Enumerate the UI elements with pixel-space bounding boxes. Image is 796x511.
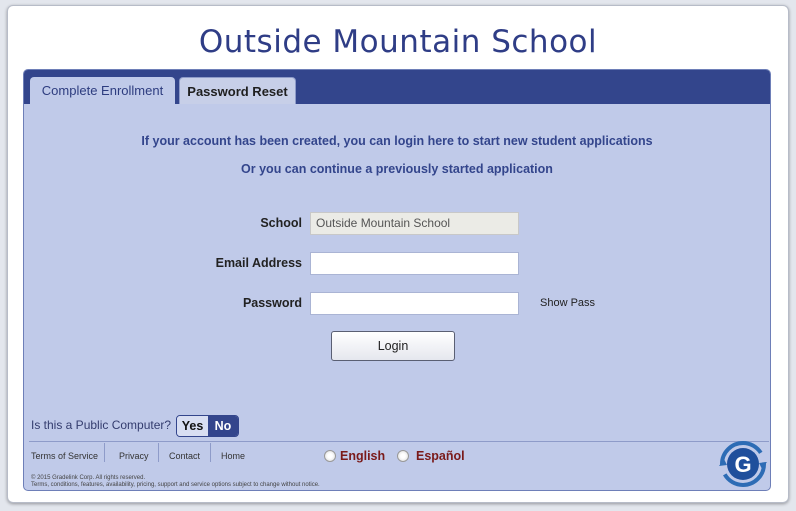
english-language-label[interactable]: English [340,449,386,463]
enrollment-panel [23,69,771,491]
espanol-language-label[interactable]: Español [416,449,465,463]
login-button[interactable]: Login [331,331,455,361]
logo-letter: G [734,452,752,477]
school-label: School [260,216,302,230]
english-radio[interactable] [324,450,336,462]
espanol-radio[interactable] [397,450,409,462]
tab-password-reset[interactable]: Password Reset [179,77,296,104]
email-label: Email Address [215,256,302,270]
footer-separator [210,443,211,462]
show-password-toggle[interactable]: Show Pass [540,297,596,309]
tab-bar [24,70,770,104]
password-label: Password [242,296,302,310]
footer-separator [158,443,159,462]
footer-link-home[interactable]: Home [221,451,246,461]
page-title: Outside Mountain School [198,24,598,60]
continue-instructions: Or you can continue a previously started application [241,162,553,176]
footer-link-terms[interactable]: Terms of Service [31,451,99,461]
public-computer-question: Is this a Public Computer? [31,418,172,432]
page-container [7,5,789,503]
terms-note: Terms, conditions, features, availability, pricing, support and service options subject to change without notice. [31,482,320,488]
password-field[interactable] [310,292,519,315]
gradelink-logo-icon[interactable] [717,439,769,489]
email-field[interactable] [310,252,519,275]
public-computer-no-button[interactable]: No [208,416,238,436]
tab-complete-enrollment[interactable]: Complete Enrollment [30,77,175,104]
copyright-notice [31,475,320,489]
footer-link-privacy[interactable]: Privacy [119,451,149,461]
footer-separator [104,443,105,462]
footer-link-contact[interactable]: Contact [169,451,201,461]
public-computer-yes-button[interactable]: Yes [177,416,208,436]
school-field: Outside Mountain School [310,212,519,235]
login-instructions: If your account has been created, you can login here to start new student applications [141,134,653,148]
footer-divider [29,441,769,442]
public-computer-toggle [176,415,239,437]
copyright-line: © 2015 Gradelink Corp. All rights reserved. [31,475,146,481]
